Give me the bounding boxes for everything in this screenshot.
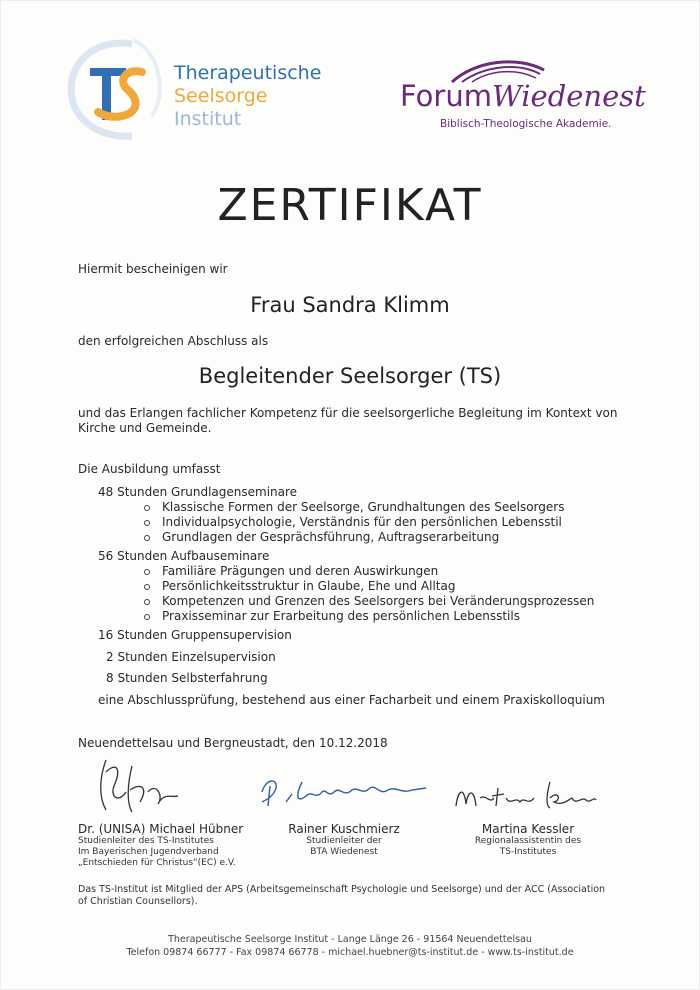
- ts-logo-line3: Institut: [174, 108, 242, 130]
- signatory-role: TS-Institutes: [499, 847, 557, 857]
- bullet-circle-icon: [144, 584, 150, 590]
- signature-kuschmierz: [256, 772, 436, 812]
- signature-kessler: [450, 776, 600, 818]
- membership-line-1: Das TS-Institut ist Mitglied der APS (Arbeitsgemeinschaft Psychologie und Seelsorge) und der ACC (Association: [78, 884, 606, 895]
- place-date: Neuendettelsau und Bergneustadt, den 10.12.2018: [78, 736, 388, 750]
- section-grundlagen-label: 48 Stunden Grundlagenseminare: [98, 485, 298, 499]
- course-title: Begleitender Seelsorger (TS): [198, 364, 502, 388]
- recipient-name: Frau Sandra Klimm: [250, 293, 450, 317]
- ts-logo-line2: Seelsorge: [174, 85, 268, 107]
- signatory-role: BTA Wiedenest: [310, 847, 378, 857]
- signatory-name: Dr. (UNISA) Michael Hübner: [78, 822, 244, 836]
- signatory-name: Rainer Kuschmierz: [288, 822, 400, 836]
- aufbau-list: [162, 564, 594, 624]
- grundlagen-list: [162, 500, 564, 545]
- bullet-circle-icon: [144, 599, 150, 605]
- list-item: Individualpsychologie, Verständnis für den persönlichen Lebensstil: [162, 515, 564, 530]
- list-item: Klassische Formen der Seelsorge, Grundhaltungen des Seelsorgers: [162, 500, 564, 515]
- forum-logo-word: [400, 78, 646, 114]
- competence-line-2: Kirche und Gemeinde.: [78, 421, 212, 435]
- list-item: Familiäre Prägungen und deren Auswirkungen: [162, 564, 594, 579]
- exam-text: eine Abschlussprüfung, bestehend aus einer Facharbeit und einem Praxiskolloquium: [98, 693, 605, 707]
- signature-huebner: [92, 752, 192, 822]
- intro-text: Hiermit bescheinigen wir: [78, 262, 228, 276]
- section-einzelsupervision: 2 Stunden Einzelsupervision: [106, 650, 276, 664]
- signatory-role: Studienleiter des TS-Institutes: [78, 836, 214, 846]
- membership-note: [78, 884, 605, 908]
- forum-subtitle: Biblisch-Theologische Akademie.: [440, 118, 612, 130]
- competence-line-1: und das Erlangen fachlicher Kompetenz für die seelsorgerliche Begleitung im Kontext von: [78, 406, 618, 420]
- bullet-circle-icon: [144, 569, 150, 575]
- section-gruppensupervision: 16 Stunden Gruppensupervision: [98, 628, 292, 642]
- signatory-kessler: [448, 822, 608, 858]
- signatory-role: Regionalassistentin des: [474, 836, 582, 846]
- forum-word: Forum: [400, 79, 492, 113]
- forum-wiedenest-logo: [396, 56, 646, 140]
- wiedenest-word: Wiedenest: [491, 79, 646, 113]
- membership-line-2: of Christian Counsellors).: [78, 896, 198, 907]
- completion-text: den erfolgreichen Abschluss als: [78, 334, 269, 348]
- footer-contact: Telefon 09874 66777 - Fax 09874 66778 - michael.huebner@ts-institut.de - www.ts-institut.de: [126, 947, 574, 958]
- footer-address: Therapeutische Seelsorge Institut - Lange Länge 26 - 91564 Neuendettelsau: [168, 934, 532, 945]
- signatory-huebner: [60, 822, 278, 869]
- bullet-circle-icon: [144, 535, 150, 541]
- ts-institut-logo: [62, 36, 352, 146]
- bullet-circle-icon: [144, 520, 150, 526]
- list-item: Praxisseminar zur Erarbeitung des persönlichen Lebensstils: [162, 609, 594, 624]
- signatory-name: Martina Kessler: [481, 822, 575, 836]
- ts-logo-mark-icon: [62, 36, 172, 146]
- list-item: Kompetenzen und Grenzen des Seelsorgers bei Veränderungsprozessen: [162, 594, 594, 609]
- list-item: Grundlagen der Gesprächsführung, Auftragserarbeitung: [162, 530, 564, 545]
- ts-logo-line1: Therapeutische: [174, 62, 322, 84]
- training-heading: Die Ausbildung umfasst: [78, 462, 221, 476]
- signatory-role: Studienleiter der: [306, 836, 382, 846]
- signatory-role: „Entschieden für Christus“(EC) e.V.: [78, 858, 236, 868]
- section-aufbau-label: 56 Stunden Aufbauseminare: [98, 549, 270, 563]
- bullet-circle-icon: [144, 505, 150, 511]
- signatory-kuschmierz: [264, 822, 424, 858]
- ts-logo-text: [174, 62, 321, 131]
- list-item: Persönlichkeitsstruktur in Glaube, Ehe und Alltag: [162, 579, 594, 594]
- certificate-title: ZERTIFIKAT: [217, 180, 483, 231]
- section-selbsterfahrung: 8 Stunden Selbsterfahrung: [106, 671, 268, 685]
- bullet-circle-icon: [144, 614, 150, 620]
- signatory-role: Im Bayerischen Jugendverband: [78, 847, 219, 857]
